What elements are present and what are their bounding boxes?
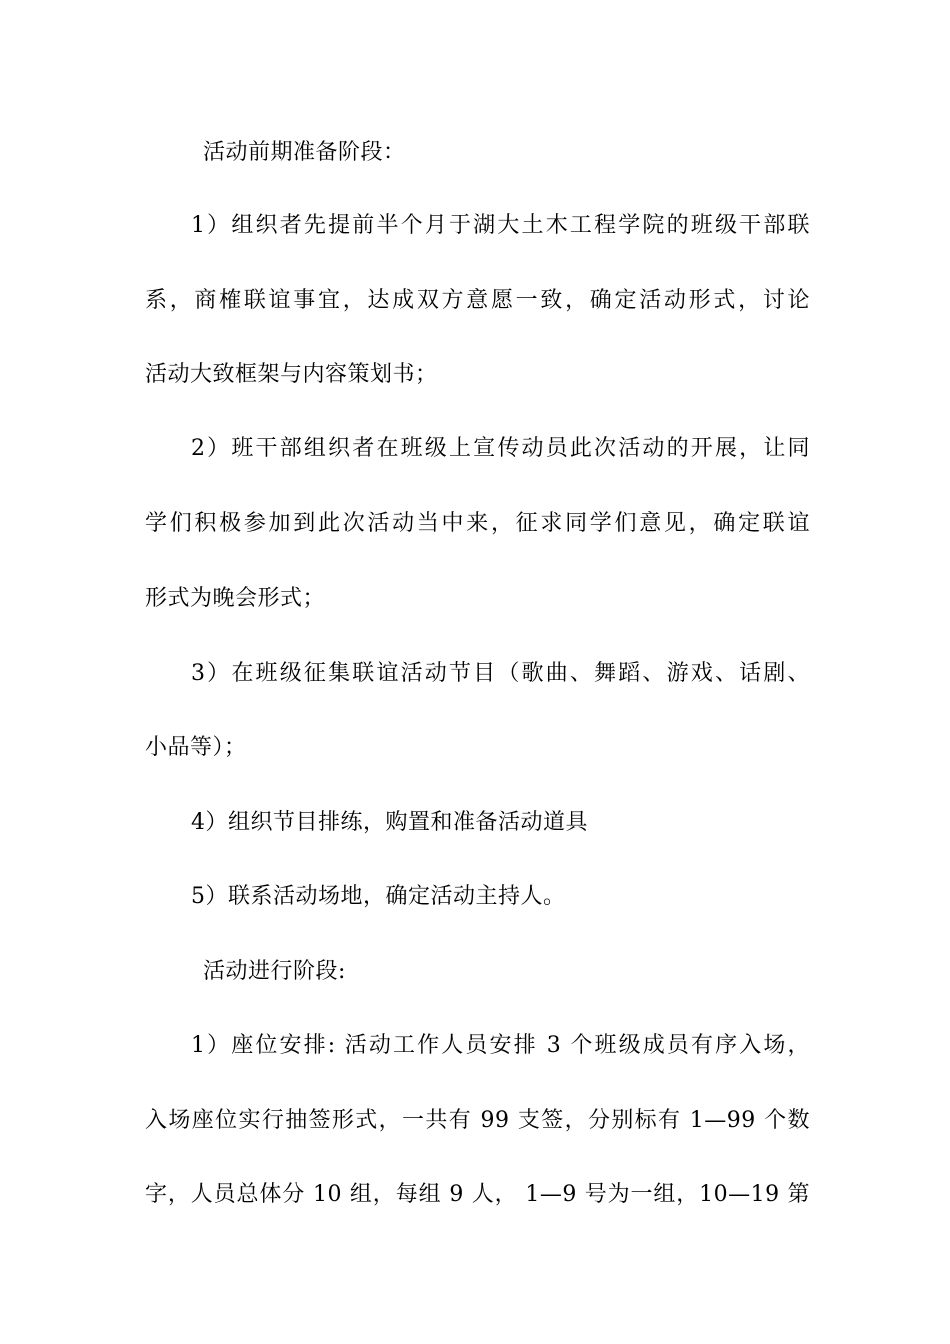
section-heading-preparation: 活动前期准备阶段： [203, 140, 406, 165]
prep-item-2-line-2: 学们积极参加到此次活动当中来，征求同学们意见，确定联谊 [145, 511, 810, 536]
run-item-1-line-2: 入场座位实行抽签形式，一共有 99 支签，分别标有 1—99 个数 [145, 1108, 810, 1133]
prep-item-2-line-1: 2）班干部组织者在班级上宣传动员此次活动的开展，让同 [191, 436, 810, 461]
prep-item-5-line-1: 5）联系活动场地，确定活动主持人。 [191, 884, 566, 909]
run-item-1-line-3: 字，人员总体分 10 组，每组 9 人， 1—9 号为一组，10—19 第 [145, 1182, 810, 1207]
run-item-1-line-1: 1）座位安排: 活动工作人员安排 3 个班级成员有序入场， [191, 1033, 810, 1058]
prep-item-3-line-1: 3）在班级征集联谊活动节目（歌曲、舞蹈、游戏、话剧、 [191, 661, 810, 686]
section-heading-execution: 活动进行阶段: [203, 959, 346, 984]
prep-item-1-line-2: 系，商榷联谊事宜，达成双方意愿一致，确定活动形式，讨论 [145, 288, 810, 313]
prep-item-3-line-2: 小品等）； [145, 735, 247, 760]
prep-item-2-line-3: 形式为晚会形式； [145, 586, 326, 611]
prep-item-4-line-1: 4）组织节目排练，购置和准备活动道具 [191, 810, 588, 835]
prep-item-1-line-3: 活动大致框架与内容策划书； [145, 362, 438, 387]
prep-item-1-line-1: 1）组织者先提前半个月于湖大土木工程学院的班级干部联 [191, 213, 810, 238]
